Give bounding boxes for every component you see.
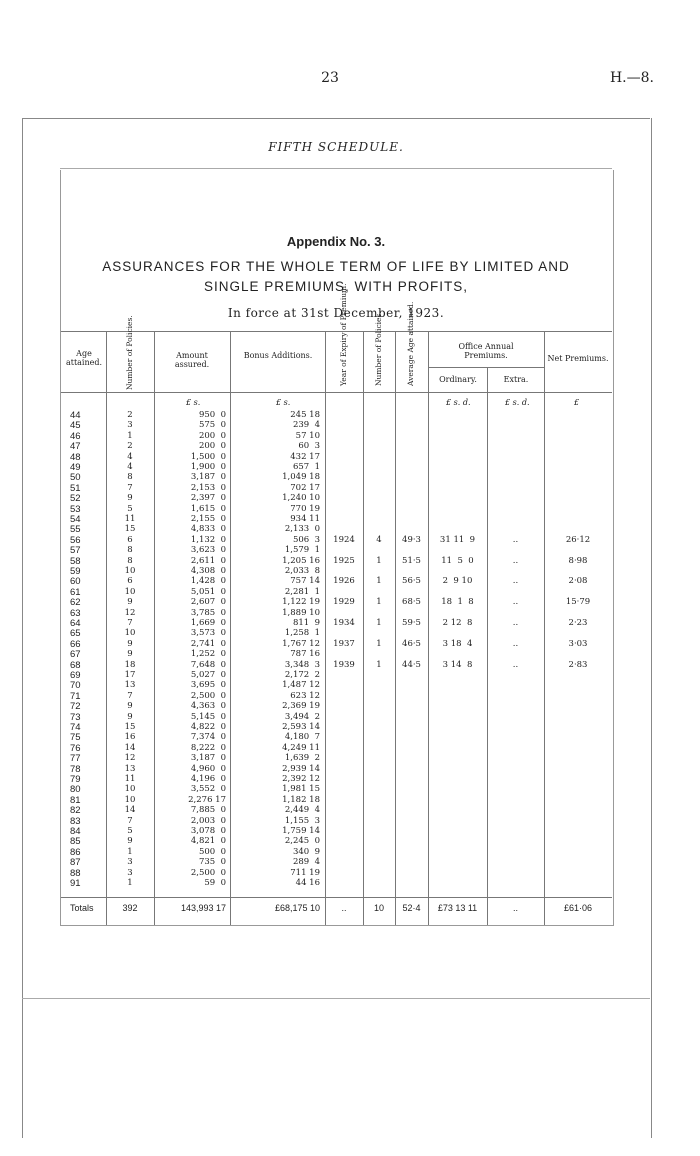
age-cell: 67 bbox=[70, 649, 81, 661]
bonus-cell: 2,369 19 bbox=[282, 701, 320, 712]
age-cell: 59 bbox=[70, 566, 81, 577]
policies-cell: 7 bbox=[127, 618, 133, 628]
policies-cell: 9 bbox=[127, 836, 133, 847]
amount-cell: 5,027 0 bbox=[190, 670, 226, 680]
policies-cell: 9 bbox=[127, 638, 133, 649]
bonus-cell: 657 1 bbox=[292, 462, 320, 472]
policies-cell: 4 bbox=[127, 451, 133, 462]
amount-cell: 59 0 bbox=[204, 878, 226, 888]
amount-cell: 1,615 0 bbox=[190, 503, 226, 514]
amount-cell: 500 0 bbox=[198, 846, 226, 857]
amount-cell: 4,960 0 bbox=[190, 763, 226, 774]
amount-cell: 4,363 0 bbox=[190, 701, 226, 712]
bonus-cell: 1,767 12 bbox=[282, 638, 320, 649]
amount-cell: 3,785 0 bbox=[190, 607, 226, 618]
policies-cell: 10 bbox=[124, 628, 136, 639]
bonus-cell: 2,281 1 bbox=[284, 586, 320, 597]
bonus-cell: 623 12 bbox=[290, 690, 320, 701]
unit-extra: £ s. d. bbox=[505, 398, 530, 407]
office-premium-subrule bbox=[428, 367, 544, 368]
age-cell: 47 bbox=[70, 441, 81, 453]
col-header-amount-assured: Amount assured. bbox=[174, 351, 210, 369]
amount-cell: 2,397 0 bbox=[190, 493, 226, 504]
policies-2-cell: 4 bbox=[376, 534, 382, 545]
appendix-heading: Appendix No. 3. bbox=[286, 234, 386, 249]
age-cell: 64 bbox=[70, 618, 81, 629]
bonus-cell: 4,249 11 bbox=[282, 742, 320, 753]
age-cell: 68 bbox=[70, 659, 81, 671]
ordinary-premium-cell: 2 12 8 bbox=[442, 618, 473, 628]
amount-cell: 4,308 0 bbox=[190, 566, 226, 576]
amount-cell: 2,607 0 bbox=[190, 597, 226, 608]
age-cell: 69 bbox=[70, 670, 81, 681]
age-cell: 84 bbox=[70, 826, 81, 837]
net-premium-cell: 26·12 bbox=[565, 534, 591, 545]
ordinary-premium-cell: 31 11 9 bbox=[439, 534, 476, 545]
table-title-line1: ASSURANCES FOR THE WHOLE TERM OF LIFE BY LIMITED AND bbox=[102, 259, 570, 274]
header-bottom-rule bbox=[61, 392, 612, 393]
amount-cell: 2,611 0 bbox=[190, 555, 226, 566]
amount-cell: 3,623 0 bbox=[190, 545, 226, 556]
net-premium-cell: 2·23 bbox=[568, 618, 588, 628]
policies-cell: 6 bbox=[127, 576, 133, 587]
bonus-cell: 506 3 bbox=[292, 534, 320, 545]
bonus-cell: 3,494 2 bbox=[284, 711, 320, 722]
col-header-number-of-policies: Number of Policies. bbox=[125, 315, 134, 390]
bonus-cell: 1,205 16 bbox=[282, 555, 320, 566]
policies-cell: 14 bbox=[124, 805, 136, 816]
age-cell: 73 bbox=[70, 711, 81, 723]
unit-ordinary: £ s. d. bbox=[446, 398, 471, 407]
amount-cell: 950 0 bbox=[198, 410, 226, 420]
amount-cell: 2,153 0 bbox=[190, 482, 226, 493]
bonus-cell: 1,889 10 bbox=[282, 607, 320, 618]
bonus-cell: 4,180 7 bbox=[284, 732, 320, 743]
extra-premium-cell: .. bbox=[512, 534, 519, 545]
ordinary-premium-cell: 11 5 0 bbox=[441, 555, 474, 566]
extra-premium-cell: .. bbox=[512, 618, 519, 628]
bonus-cell: 787 16 bbox=[290, 649, 320, 660]
amount-cell: 5,051 0 bbox=[190, 586, 226, 597]
age-cell: 80 bbox=[70, 784, 81, 796]
age-cell: 50 bbox=[70, 472, 81, 484]
page-number: 23 bbox=[321, 70, 339, 86]
col-header-age: Age attained. bbox=[65, 349, 103, 367]
totals-policies-2: 10 bbox=[373, 903, 384, 913]
bonus-cell: 1,049 18 bbox=[282, 472, 320, 483]
amount-cell: 200 0 bbox=[198, 441, 226, 452]
frame-top-rule bbox=[22, 118, 650, 119]
ordinary-premium-cell: 2 9 10 bbox=[442, 576, 473, 587]
extra-premium-cell: .. bbox=[512, 659, 519, 670]
bonus-cell: 934 11 bbox=[290, 514, 320, 524]
expiry-year-cell: 1926 bbox=[333, 576, 355, 587]
unit-amount: £ s. bbox=[186, 398, 201, 407]
extra-premium-cell: .. bbox=[512, 638, 519, 649]
amount-cell: 5,145 0 bbox=[190, 711, 226, 722]
age-cell: 76 bbox=[70, 742, 81, 754]
bonus-cell: 1,155 3 bbox=[284, 815, 320, 826]
amount-cell: 7,885 0 bbox=[190, 805, 226, 816]
unit-net: £ bbox=[574, 398, 580, 407]
bonus-cell: 2,172 2 bbox=[284, 670, 320, 680]
policies-cell: 13 bbox=[124, 680, 136, 691]
table-subtitle: In force at 31st December, 1923. bbox=[227, 306, 445, 320]
age-cell: 77 bbox=[70, 753, 81, 765]
age-cell: 65 bbox=[70, 628, 81, 640]
age-cell: 86 bbox=[70, 846, 81, 858]
ordinary-premium-cell: 3 18 4 bbox=[442, 638, 473, 649]
bonus-cell: 1,182 18 bbox=[282, 794, 320, 805]
policies-2-cell: 1 bbox=[376, 659, 382, 670]
expiry-year-cell: 1925 bbox=[333, 555, 355, 566]
amount-cell: 1,132 0 bbox=[190, 534, 226, 545]
policies-2-cell: 1 bbox=[376, 638, 382, 649]
policies-cell: 8 bbox=[127, 472, 133, 483]
average-age-cell: 46·5 bbox=[402, 638, 421, 649]
policies-cell: 9 bbox=[127, 701, 133, 712]
col-header-office-annual-premiums: Office Annual Premiums. bbox=[458, 342, 514, 360]
schedule-title: FIFTH SCHEDULE. bbox=[268, 140, 404, 154]
amount-cell: 3,552 0 bbox=[190, 784, 226, 795]
col-header-number-of-policies-2: Number of Policies. bbox=[374, 311, 383, 386]
amount-cell: 2,741 0 bbox=[190, 638, 226, 649]
policies-2-cell: 1 bbox=[376, 618, 382, 628]
age-cell: 87 bbox=[70, 857, 81, 869]
bonus-cell: 340 9 bbox=[292, 846, 320, 857]
expiry-year-cell: 1937 bbox=[333, 638, 355, 649]
expiry-year-cell: 1924 bbox=[333, 534, 355, 545]
bonus-cell: 2,449 4 bbox=[284, 805, 320, 816]
net-premium-cell: 8·98 bbox=[568, 555, 588, 566]
amount-cell: 200 0 bbox=[198, 430, 226, 441]
bonus-cell: 2,133 0 bbox=[284, 524, 320, 535]
policies-cell: 9 bbox=[127, 493, 133, 504]
bonus-cell: 289 4 bbox=[292, 857, 320, 868]
policies-cell: 16 bbox=[124, 732, 136, 743]
age-cell: 60 bbox=[70, 576, 81, 588]
age-cell: 49 bbox=[70, 462, 81, 473]
totals-average-age: 52·4 bbox=[402, 903, 421, 913]
age-cell: 55 bbox=[70, 524, 81, 536]
policies-cell: 8 bbox=[127, 555, 133, 566]
policies-cell: 3 bbox=[127, 867, 133, 878]
policies-cell: 7 bbox=[127, 815, 133, 826]
policies-cell: 1 bbox=[127, 878, 133, 888]
bonus-cell: 770 19 bbox=[290, 503, 320, 514]
bonus-cell: 2,939 14 bbox=[282, 763, 320, 774]
policies-cell: 10 bbox=[124, 586, 136, 597]
bonus-cell: 3,348 3 bbox=[284, 659, 320, 670]
amount-cell: 1,669 0 bbox=[190, 618, 226, 628]
bonus-cell: 432 17 bbox=[290, 451, 320, 462]
age-cell: 61 bbox=[70, 586, 81, 598]
average-age-cell: 68·5 bbox=[402, 597, 421, 608]
policies-cell: 5 bbox=[127, 503, 133, 514]
policies-2-cell: 1 bbox=[376, 576, 382, 587]
age-cell: 48 bbox=[70, 451, 81, 463]
age-cell: 81 bbox=[70, 794, 81, 806]
policies-cell: 11 bbox=[124, 514, 136, 524]
bonus-cell: 1,981 15 bbox=[282, 784, 320, 795]
bonus-cell: 245 18 bbox=[290, 410, 320, 420]
policies-2-cell: 1 bbox=[376, 555, 382, 566]
col-header-bonus-additions: Bonus Additions. bbox=[243, 351, 313, 360]
totals-extra: .. bbox=[512, 903, 518, 913]
age-cell: 62 bbox=[70, 597, 81, 609]
box-top-rule bbox=[60, 168, 612, 169]
amount-cell: 1,900 0 bbox=[190, 462, 226, 472]
extra-premium-cell: .. bbox=[512, 597, 519, 608]
bonus-cell: 1,240 10 bbox=[282, 493, 320, 504]
expiry-year-cell: 1934 bbox=[333, 618, 355, 628]
amount-cell: 3,187 0 bbox=[190, 472, 226, 483]
amount-cell: 7,374 0 bbox=[190, 732, 226, 743]
bonus-cell: 2,392 12 bbox=[282, 774, 320, 784]
bonus-cell: 757 14 bbox=[290, 576, 320, 587]
table-title-line2: SINGLE PREMIUMS, WITH PROFITS, bbox=[203, 279, 468, 294]
amount-cell: 1,252 0 bbox=[190, 649, 226, 660]
col-header-extra: Extra. bbox=[503, 375, 529, 384]
bonus-cell: 1,639 2 bbox=[284, 753, 320, 764]
ordinary-premium-cell: 3 14 8 bbox=[442, 659, 473, 670]
age-cell: 66 bbox=[70, 638, 81, 650]
bonus-cell: 57 10 bbox=[295, 430, 320, 441]
policies-cell: 10 bbox=[124, 566, 136, 576]
amount-cell: 1,500 0 bbox=[190, 451, 226, 462]
age-cell: 44 bbox=[70, 410, 81, 421]
age-cell: 56 bbox=[70, 534, 81, 546]
policies-cell: 12 bbox=[124, 607, 136, 618]
amount-cell: 735 0 bbox=[198, 857, 226, 868]
age-cell: 91 bbox=[70, 878, 81, 889]
amount-cell: 2,155 0 bbox=[190, 514, 226, 524]
expiry-year-cell: 1939 bbox=[333, 659, 355, 670]
policies-cell: 15 bbox=[124, 524, 136, 535]
policies-2-cell: 1 bbox=[376, 597, 382, 608]
amount-cell: 2,003 0 bbox=[190, 815, 226, 826]
age-cell: 46 bbox=[70, 430, 81, 442]
bonus-cell: 1,258 1 bbox=[284, 628, 320, 639]
amount-cell: 1,428 0 bbox=[190, 576, 226, 587]
amount-cell: 4,822 0 bbox=[190, 722, 226, 732]
amount-cell: 3,573 0 bbox=[190, 628, 226, 639]
col-header-ordinary: Ordinary. bbox=[439, 375, 477, 384]
age-cell: 54 bbox=[70, 514, 81, 525]
average-age-cell: 44·5 bbox=[402, 659, 421, 670]
policies-cell: 14 bbox=[124, 742, 136, 753]
age-cell: 79 bbox=[70, 774, 81, 785]
policies-cell: 5 bbox=[127, 826, 133, 836]
average-age-cell: 51·5 bbox=[402, 555, 421, 566]
totals-year: .. bbox=[341, 903, 347, 913]
amount-cell: 8,222 0 bbox=[190, 742, 226, 753]
age-cell: 70 bbox=[70, 680, 81, 692]
amount-cell: 2,276 17 bbox=[188, 794, 226, 805]
bonus-cell: 1,759 14 bbox=[282, 826, 320, 836]
col-header-net-premiums: Net Premiums. bbox=[547, 354, 609, 363]
unit-bonus: £ s. bbox=[276, 398, 291, 407]
amount-cell: 3,187 0 bbox=[190, 753, 226, 764]
policies-cell: 8 bbox=[127, 545, 133, 556]
extra-premium-cell: .. bbox=[512, 555, 519, 566]
age-cell: 78 bbox=[70, 763, 81, 775]
policies-cell: 13 bbox=[124, 763, 136, 774]
bonus-cell: 1,487 12 bbox=[282, 680, 320, 691]
age-cell: 45 bbox=[70, 420, 81, 432]
age-cell: 58 bbox=[70, 555, 81, 567]
totals-top-rule bbox=[61, 897, 612, 898]
age-cell: 51 bbox=[70, 482, 81, 494]
ordinary-premium-cell: 18 1 8 bbox=[441, 597, 474, 608]
expiry-year-cell: 1929 bbox=[333, 597, 355, 608]
amount-cell: 3,695 0 bbox=[190, 680, 226, 691]
policies-cell: 9 bbox=[127, 711, 133, 722]
bonus-cell: 1,579 1 bbox=[284, 545, 320, 556]
age-cell: 53 bbox=[70, 503, 81, 515]
policies-cell: 9 bbox=[127, 597, 133, 608]
policies-cell: 17 bbox=[124, 670, 136, 680]
amount-cell: 7,648 0 bbox=[190, 659, 226, 670]
frame-bottom-rule bbox=[22, 998, 650, 999]
totals-net: £61·06 bbox=[563, 903, 593, 913]
policies-cell: 3 bbox=[127, 420, 133, 431]
bonus-cell: 2,593 14 bbox=[282, 722, 320, 732]
age-cell: 72 bbox=[70, 701, 81, 713]
amount-cell: 3,078 0 bbox=[190, 826, 226, 836]
bonus-cell: 60 3 bbox=[298, 441, 320, 452]
net-premium-cell: 15·79 bbox=[565, 597, 591, 608]
age-cell: 74 bbox=[70, 722, 81, 733]
col-header-year-of-expiry: Year of Expiry of Premium. bbox=[339, 283, 348, 386]
age-cell: 82 bbox=[70, 805, 81, 817]
age-cell: 57 bbox=[70, 545, 81, 557]
totals-label: Totals bbox=[70, 903, 94, 913]
totals-bonus: £68,175 10 bbox=[274, 903, 320, 913]
amount-cell: 575 0 bbox=[198, 420, 226, 431]
policies-cell: 10 bbox=[124, 794, 136, 805]
col-header-average-age: Average Age attained. bbox=[406, 301, 415, 386]
policies-cell: 10 bbox=[124, 784, 136, 795]
bonus-cell: 702 17 bbox=[290, 482, 320, 493]
age-cell: 63 bbox=[70, 607, 81, 619]
policies-cell: 1 bbox=[127, 430, 133, 441]
policies-cell: 1 bbox=[127, 846, 133, 857]
bonus-cell: 711 19 bbox=[290, 867, 320, 878]
amount-cell: 4,821 0 bbox=[190, 836, 226, 847]
age-cell: 75 bbox=[70, 732, 81, 744]
age-cell: 85 bbox=[70, 836, 81, 848]
bonus-cell: 1,122 19 bbox=[282, 597, 320, 608]
document-reference: H.—8. bbox=[609, 70, 654, 86]
age-cell: 52 bbox=[70, 493, 81, 505]
policies-cell: 9 bbox=[127, 649, 133, 660]
policies-cell: 4 bbox=[127, 462, 133, 472]
table-top-rule bbox=[61, 331, 612, 332]
policies-cell: 7 bbox=[127, 690, 133, 701]
net-premium-cell: 2·83 bbox=[568, 659, 588, 670]
average-age-cell: 59·5 bbox=[402, 618, 421, 628]
policies-cell: 2 bbox=[127, 410, 133, 420]
average-age-cell: 56·5 bbox=[402, 576, 421, 587]
average-age-cell: 49·3 bbox=[402, 534, 421, 545]
extra-premium-cell: .. bbox=[512, 576, 519, 587]
bonus-cell: 811 9 bbox=[292, 618, 320, 628]
bonus-cell: 239 4 bbox=[292, 420, 320, 431]
age-cell: 71 bbox=[70, 690, 81, 702]
policies-cell: 11 bbox=[124, 774, 136, 784]
totals-amount: 143,993 17 bbox=[180, 903, 226, 913]
bonus-cell: 2,033 8 bbox=[284, 566, 320, 576]
policies-cell: 18 bbox=[124, 659, 136, 670]
policies-cell: 2 bbox=[127, 441, 133, 452]
amount-cell: 2,500 0 bbox=[190, 690, 226, 701]
policies-cell: 15 bbox=[124, 722, 136, 732]
net-premium-cell: 2·08 bbox=[568, 576, 588, 587]
totals-ordinary: £73 13 11 bbox=[437, 903, 478, 913]
net-premium-cell: 3·03 bbox=[568, 638, 588, 649]
totals-policies: 392 bbox=[122, 903, 138, 913]
amount-cell: 4,833 0 bbox=[190, 524, 226, 535]
policies-cell: 6 bbox=[127, 534, 133, 545]
col-rule bbox=[230, 331, 231, 925]
amount-cell: 2,500 0 bbox=[190, 867, 226, 878]
age-cell: 83 bbox=[70, 815, 81, 827]
bonus-cell: 44 16 bbox=[295, 878, 320, 888]
age-cell: 88 bbox=[70, 867, 81, 879]
policies-cell: 12 bbox=[124, 753, 136, 764]
bonus-cell: 2,245 0 bbox=[284, 836, 320, 847]
policies-cell: 7 bbox=[127, 482, 133, 493]
amount-cell: 4,196 0 bbox=[190, 774, 226, 784]
policies-cell: 3 bbox=[127, 857, 133, 868]
